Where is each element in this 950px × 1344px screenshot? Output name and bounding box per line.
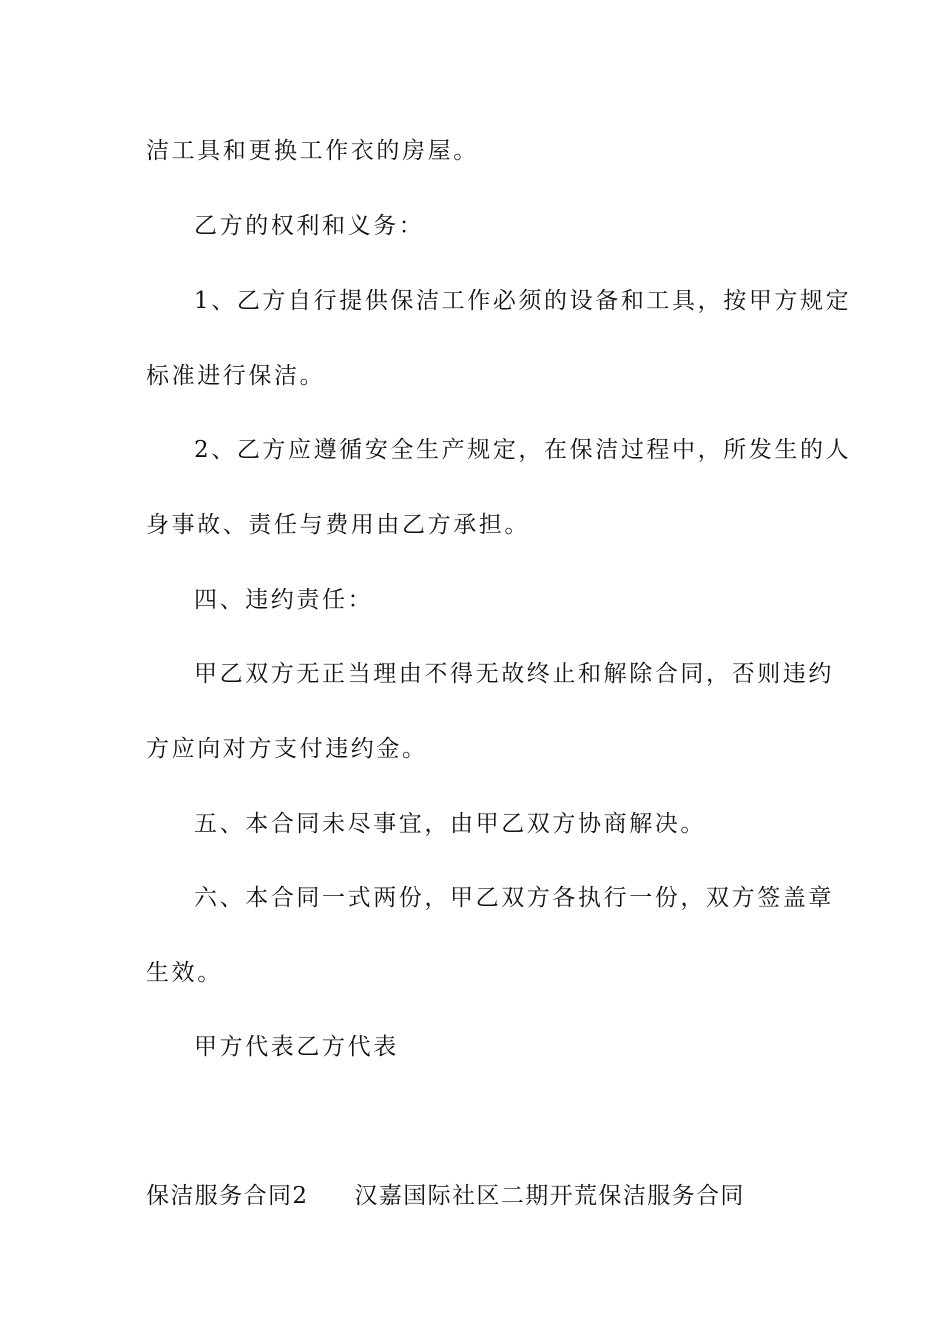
paragraph-line: 洁工具和更换工作衣的房屋。 bbox=[146, 138, 479, 164]
paragraph-line: 六、本合同一式两份，甲乙双方各执行一份，双方签盖章 bbox=[194, 885, 834, 911]
contract-title: 汉嘉国际社区二期开荒保洁服务合同 bbox=[354, 1183, 745, 1209]
paragraph-line: 标准进行保洁。 bbox=[146, 363, 326, 389]
contract-label: 保洁服务合同2 bbox=[146, 1183, 309, 1209]
paragraph-line: 2、乙方应遵循安全生产规定，在保洁过程中，所发生的人 bbox=[194, 437, 852, 463]
section-heading: 乙方的权利和义务： bbox=[194, 213, 425, 239]
paragraph-line: 方应向对方支付违约金。 bbox=[146, 736, 428, 762]
paragraph-line: 甲乙双方无正当理由不得无故终止和解除合同，否则违约 bbox=[194, 661, 834, 687]
paragraph-line: 五、本合同未尽事宜，由甲乙双方协商解决。 bbox=[194, 811, 706, 837]
paragraph-line: 生效。 bbox=[146, 960, 223, 986]
section-heading: 四、违约责任： bbox=[194, 587, 374, 613]
footer-line bbox=[146, 1181, 816, 1211]
paragraph-line: 1、乙方自行提供保洁工作必须的设备和工具，按甲方规定 bbox=[194, 288, 852, 314]
signature-line: 甲方代表乙方代表 bbox=[194, 1034, 399, 1060]
paragraph-line: 身事故、责任与费用由乙方承担。 bbox=[146, 512, 530, 538]
